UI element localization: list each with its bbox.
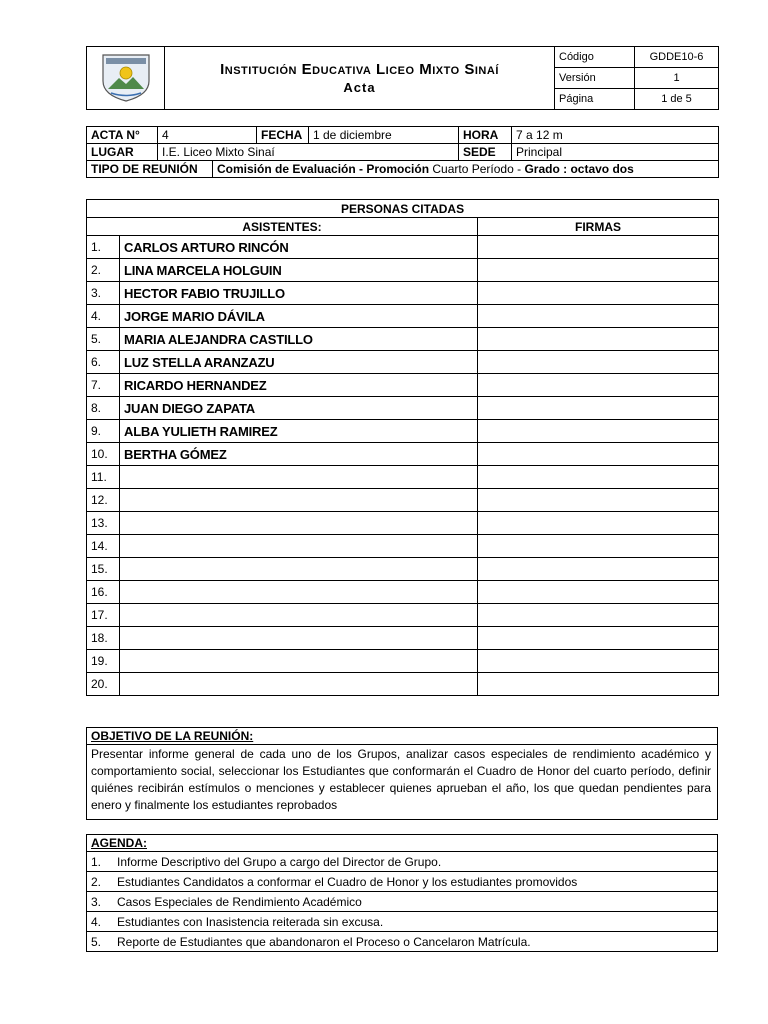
agenda-title: AGENDA: bbox=[87, 835, 718, 852]
fecha-value: 1 de diciembre bbox=[309, 127, 459, 144]
meta-value-codigo: GDDE10-6 bbox=[635, 47, 719, 68]
agenda-item-number: 3. bbox=[91, 894, 102, 909]
table-row bbox=[87, 420, 719, 443]
document-type: Acta bbox=[343, 80, 376, 95]
attendee-name: MARIA ALEJANDRA CASTILLO bbox=[120, 328, 478, 351]
row-number: 16. bbox=[87, 581, 120, 604]
signature-cell bbox=[478, 466, 719, 489]
meta-value-version: 1 bbox=[635, 68, 719, 89]
grado-label: Grado bbox=[524, 162, 560, 176]
acta-value: 4 bbox=[158, 127, 257, 144]
document-header bbox=[86, 46, 719, 110]
sede-value: Principal bbox=[512, 144, 719, 161]
attendee-name bbox=[120, 535, 478, 558]
agenda-item bbox=[87, 852, 718, 872]
table-row bbox=[87, 305, 719, 328]
institution-name: Institución Educativa Liceo Mixto Sinaí bbox=[220, 61, 499, 78]
signature-cell bbox=[478, 581, 719, 604]
attendee-name bbox=[120, 512, 478, 535]
table-row bbox=[87, 489, 719, 512]
row-number: 1. bbox=[87, 236, 120, 259]
agenda-item-text: Casos Especiales de Rendimiento Académico bbox=[117, 894, 362, 909]
row-number: 14. bbox=[87, 535, 120, 558]
meta-value-pagina: 1 de 5 bbox=[635, 89, 719, 110]
agenda-item-number: 4. bbox=[91, 914, 102, 929]
agenda-section bbox=[86, 834, 718, 952]
row-number: 7. bbox=[87, 374, 120, 397]
agenda-item-text: Reporte de Estudiantes que abandonaron el Proceso o Cancelaron Matrícula. bbox=[117, 934, 531, 949]
row-number: 17. bbox=[87, 604, 120, 627]
objective-title: OBJETIVO DE LA REUNIÓN: bbox=[87, 728, 718, 745]
attendee-name bbox=[120, 558, 478, 581]
agenda-item-number: 2. bbox=[91, 874, 102, 889]
table-row bbox=[87, 443, 719, 466]
row-number: 3. bbox=[87, 282, 120, 305]
row-number: 5. bbox=[87, 328, 120, 351]
attendee-name: LUZ STELLA ARANZAZU bbox=[120, 351, 478, 374]
attendee-name bbox=[120, 581, 478, 604]
acta-label: ACTA N° bbox=[87, 127, 158, 144]
objective-text: Presentar informe general de cada uno de los Grupos, analizar casos especiales de rendimiento académico y comportamiento social, seleccionar los Estudiantes que conformarán el Cuadro de Honor del cuarto período, definir quiénes recibirán estímulos o menciones y establecer quienes aprueban el año, los que quedan pendientes para enero y finalmente los estudiantes reprobados bbox=[87, 745, 718, 820]
agenda-item bbox=[87, 872, 718, 892]
list-item bbox=[87, 872, 718, 892]
signature-cell bbox=[478, 512, 719, 535]
signature-cell bbox=[478, 328, 719, 351]
row-number: 15. bbox=[87, 558, 120, 581]
row-number: 2. bbox=[87, 259, 120, 282]
table-row bbox=[87, 282, 719, 305]
table-row bbox=[87, 673, 719, 696]
sede-label: SEDE bbox=[459, 144, 512, 161]
document-title bbox=[165, 47, 555, 110]
signature-cell bbox=[478, 558, 719, 581]
table-row bbox=[87, 558, 719, 581]
signature-cell bbox=[478, 236, 719, 259]
signature-cell bbox=[478, 397, 719, 420]
agenda-item bbox=[87, 912, 718, 932]
attendees-table bbox=[86, 199, 719, 696]
row-number: 10. bbox=[87, 443, 120, 466]
signature-cell bbox=[478, 535, 719, 558]
list-item bbox=[87, 852, 718, 872]
table-row bbox=[87, 650, 719, 673]
signature-cell bbox=[478, 420, 719, 443]
row-number: 4. bbox=[87, 305, 120, 328]
attendee-name bbox=[120, 604, 478, 627]
agenda-item-number: 1. bbox=[91, 854, 102, 869]
attendee-name: JUAN DIEGO ZAPATA bbox=[120, 397, 478, 420]
signature-cell bbox=[478, 489, 719, 512]
table-row bbox=[87, 328, 719, 351]
attendee-name: HECTOR FABIO TRUJILLO bbox=[120, 282, 478, 305]
row-number: 9. bbox=[87, 420, 120, 443]
signature-cell bbox=[478, 305, 719, 328]
signature-cell bbox=[478, 374, 719, 397]
table-row bbox=[87, 374, 719, 397]
attendee-name: BERTHA GÓMEZ bbox=[120, 443, 478, 466]
attendee-name bbox=[120, 466, 478, 489]
asistentes-header: ASISTENTES: bbox=[87, 218, 478, 236]
meta-label-version: Versión bbox=[555, 68, 635, 89]
tipo-reunion-bold: Comisión de Evaluación - Promoción bbox=[217, 162, 430, 176]
attendee-name: ALBA YULIETH RAMIREZ bbox=[120, 420, 478, 443]
table-row bbox=[87, 581, 719, 604]
signature-cell bbox=[478, 604, 719, 627]
persons-title: PERSONAS CITADAS bbox=[87, 200, 719, 218]
list-item bbox=[87, 932, 718, 952]
hora-value: 7 a 12 m bbox=[512, 127, 719, 144]
row-number: 11. bbox=[87, 466, 120, 489]
lugar-label: LUGAR bbox=[87, 144, 158, 161]
attendee-name: CARLOS ARTURO RINCÓN bbox=[120, 236, 478, 259]
list-item bbox=[87, 912, 718, 932]
meta-label-pagina: Página bbox=[555, 89, 635, 110]
hora-label: HORA bbox=[459, 127, 512, 144]
agenda-item bbox=[87, 892, 718, 912]
meeting-info bbox=[86, 126, 719, 178]
attendee-name: LINA MARCELA HOLGUIN bbox=[120, 259, 478, 282]
row-number: 12. bbox=[87, 489, 120, 512]
firmas-header: FIRMAS bbox=[478, 218, 719, 236]
school-logo bbox=[87, 47, 165, 110]
row-number: 18. bbox=[87, 627, 120, 650]
tipo-reunion-period: Cuarto Período - bbox=[429, 162, 525, 176]
attendee-name bbox=[120, 650, 478, 673]
attendee-name: JORGE MARIO DÁVILA bbox=[120, 305, 478, 328]
table-row bbox=[87, 512, 719, 535]
table-row bbox=[87, 397, 719, 420]
agenda-item-text: Estudiantes con Inasistencia reiterada sin excusa. bbox=[117, 914, 384, 929]
signature-cell bbox=[478, 282, 719, 305]
table-row bbox=[87, 259, 719, 282]
tipo-reunion-value bbox=[213, 161, 719, 178]
attendee-name bbox=[120, 489, 478, 512]
signature-cell bbox=[478, 627, 719, 650]
agenda-item bbox=[87, 932, 718, 952]
agenda-item-text: Estudiantes Candidatos a conformar el Cuadro de Honor y los estudiantes promovidos bbox=[117, 874, 578, 889]
agenda-item-text: Informe Descriptivo del Grupo a cargo del Director de Grupo. bbox=[117, 854, 442, 869]
objective-section bbox=[86, 727, 718, 820]
table-row bbox=[87, 627, 719, 650]
meta-label-codigo: Código bbox=[555, 47, 635, 68]
attendee-name bbox=[120, 627, 478, 650]
school-crest-icon bbox=[97, 51, 155, 103]
signature-cell bbox=[478, 650, 719, 673]
table-row bbox=[87, 604, 719, 627]
grado-value: : octavo dos bbox=[559, 162, 634, 176]
row-number: 6. bbox=[87, 351, 120, 374]
tipo-reunion-label: TIPO DE REUNIÓN bbox=[87, 161, 213, 178]
signature-cell bbox=[478, 259, 719, 282]
table-row bbox=[87, 351, 719, 374]
lugar-value: I.E. Liceo Mixto Sinaí bbox=[158, 144, 459, 161]
attendee-name: RICARDO HERNANDEZ bbox=[120, 374, 478, 397]
list-item bbox=[87, 892, 718, 912]
signature-cell bbox=[478, 443, 719, 466]
attendee-name bbox=[120, 673, 478, 696]
row-number: 13. bbox=[87, 512, 120, 535]
table-row bbox=[87, 535, 719, 558]
table-row bbox=[87, 236, 719, 259]
row-number: 19. bbox=[87, 650, 120, 673]
table-row bbox=[87, 466, 719, 489]
row-number: 20. bbox=[87, 673, 120, 696]
signature-cell bbox=[478, 351, 719, 374]
row-number: 8. bbox=[87, 397, 120, 420]
signature-cell bbox=[478, 673, 719, 696]
fecha-label: FECHA bbox=[257, 127, 309, 144]
agenda-item-number: 5. bbox=[91, 934, 102, 949]
